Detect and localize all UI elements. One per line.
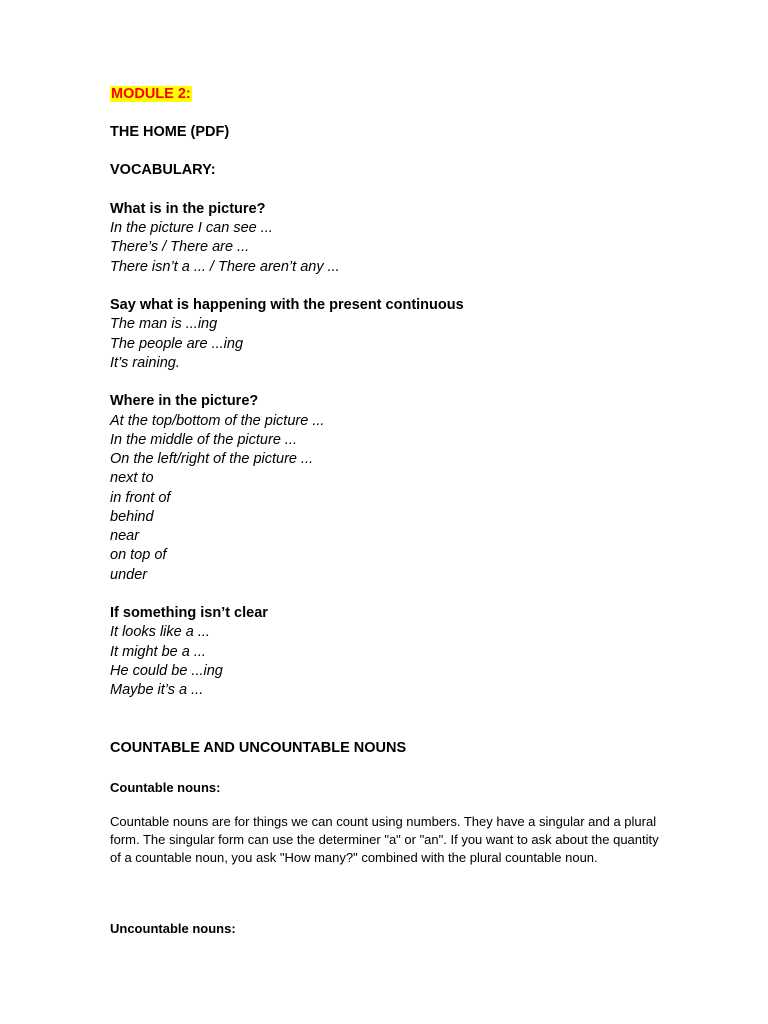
vocab-line: behind [110,509,154,525]
vocabulary-heading: VOCABULARY: [110,162,216,178]
vocab-line: It looks like a ... [110,624,210,640]
vocab-line: near [110,528,140,544]
vocab-line: On the left/right of the picture ... [110,451,314,467]
vocab-line: At the top/bottom of the picture ... [110,413,325,429]
section-heading-unclear: If something isn’t clear [110,605,268,621]
countable-paragraph: Countable nouns are for things we can count using numbers. They have a singular and a plural form. The singular form can use the determiner "a" or "an". If you want to ask about the quantity of a countable noun, you ask "How many?" combined with the plural countable noun. [110,814,659,866]
vocab-line: There isn’t a ... / There aren’t any ... [110,259,340,275]
vocab-line: He could be ...ing [110,663,223,679]
module-title-line [110,85,192,104]
vocab-line: There’s / There are ... [110,239,250,255]
section-heading-where: Where in the picture? [110,393,259,409]
vocab-line: It might be a ... [110,644,206,660]
vocab-line: In the picture I can see ... [110,220,273,236]
vocab-line: The man is ...ing [110,316,218,332]
vocab-line: It’s raining. [110,355,180,371]
uncountable-heading: Uncountable nouns: [110,921,236,936]
module-title: MODULE 2: [111,86,191,102]
vocab-line: In the middle of the picture ... [110,432,297,448]
vocab-line: next to [110,470,154,486]
section-heading-picture: What is in the picture? [110,201,266,217]
vocab-line: under [110,567,148,583]
countable-heading: Countable nouns: [110,780,221,795]
vocab-line: on top of [110,547,167,563]
vocab-line: The people are ...ing [110,336,244,352]
vocab-line: Maybe it’s a ... [110,682,204,698]
topic-title: THE HOME (PDF) [110,124,230,140]
section-heading-happening: Say what is happening with the present continuous [110,297,464,313]
vocab-line: in front of [110,490,171,506]
nouns-heading: COUNTABLE AND UNCOUNTABLE NOUNS [110,740,407,756]
